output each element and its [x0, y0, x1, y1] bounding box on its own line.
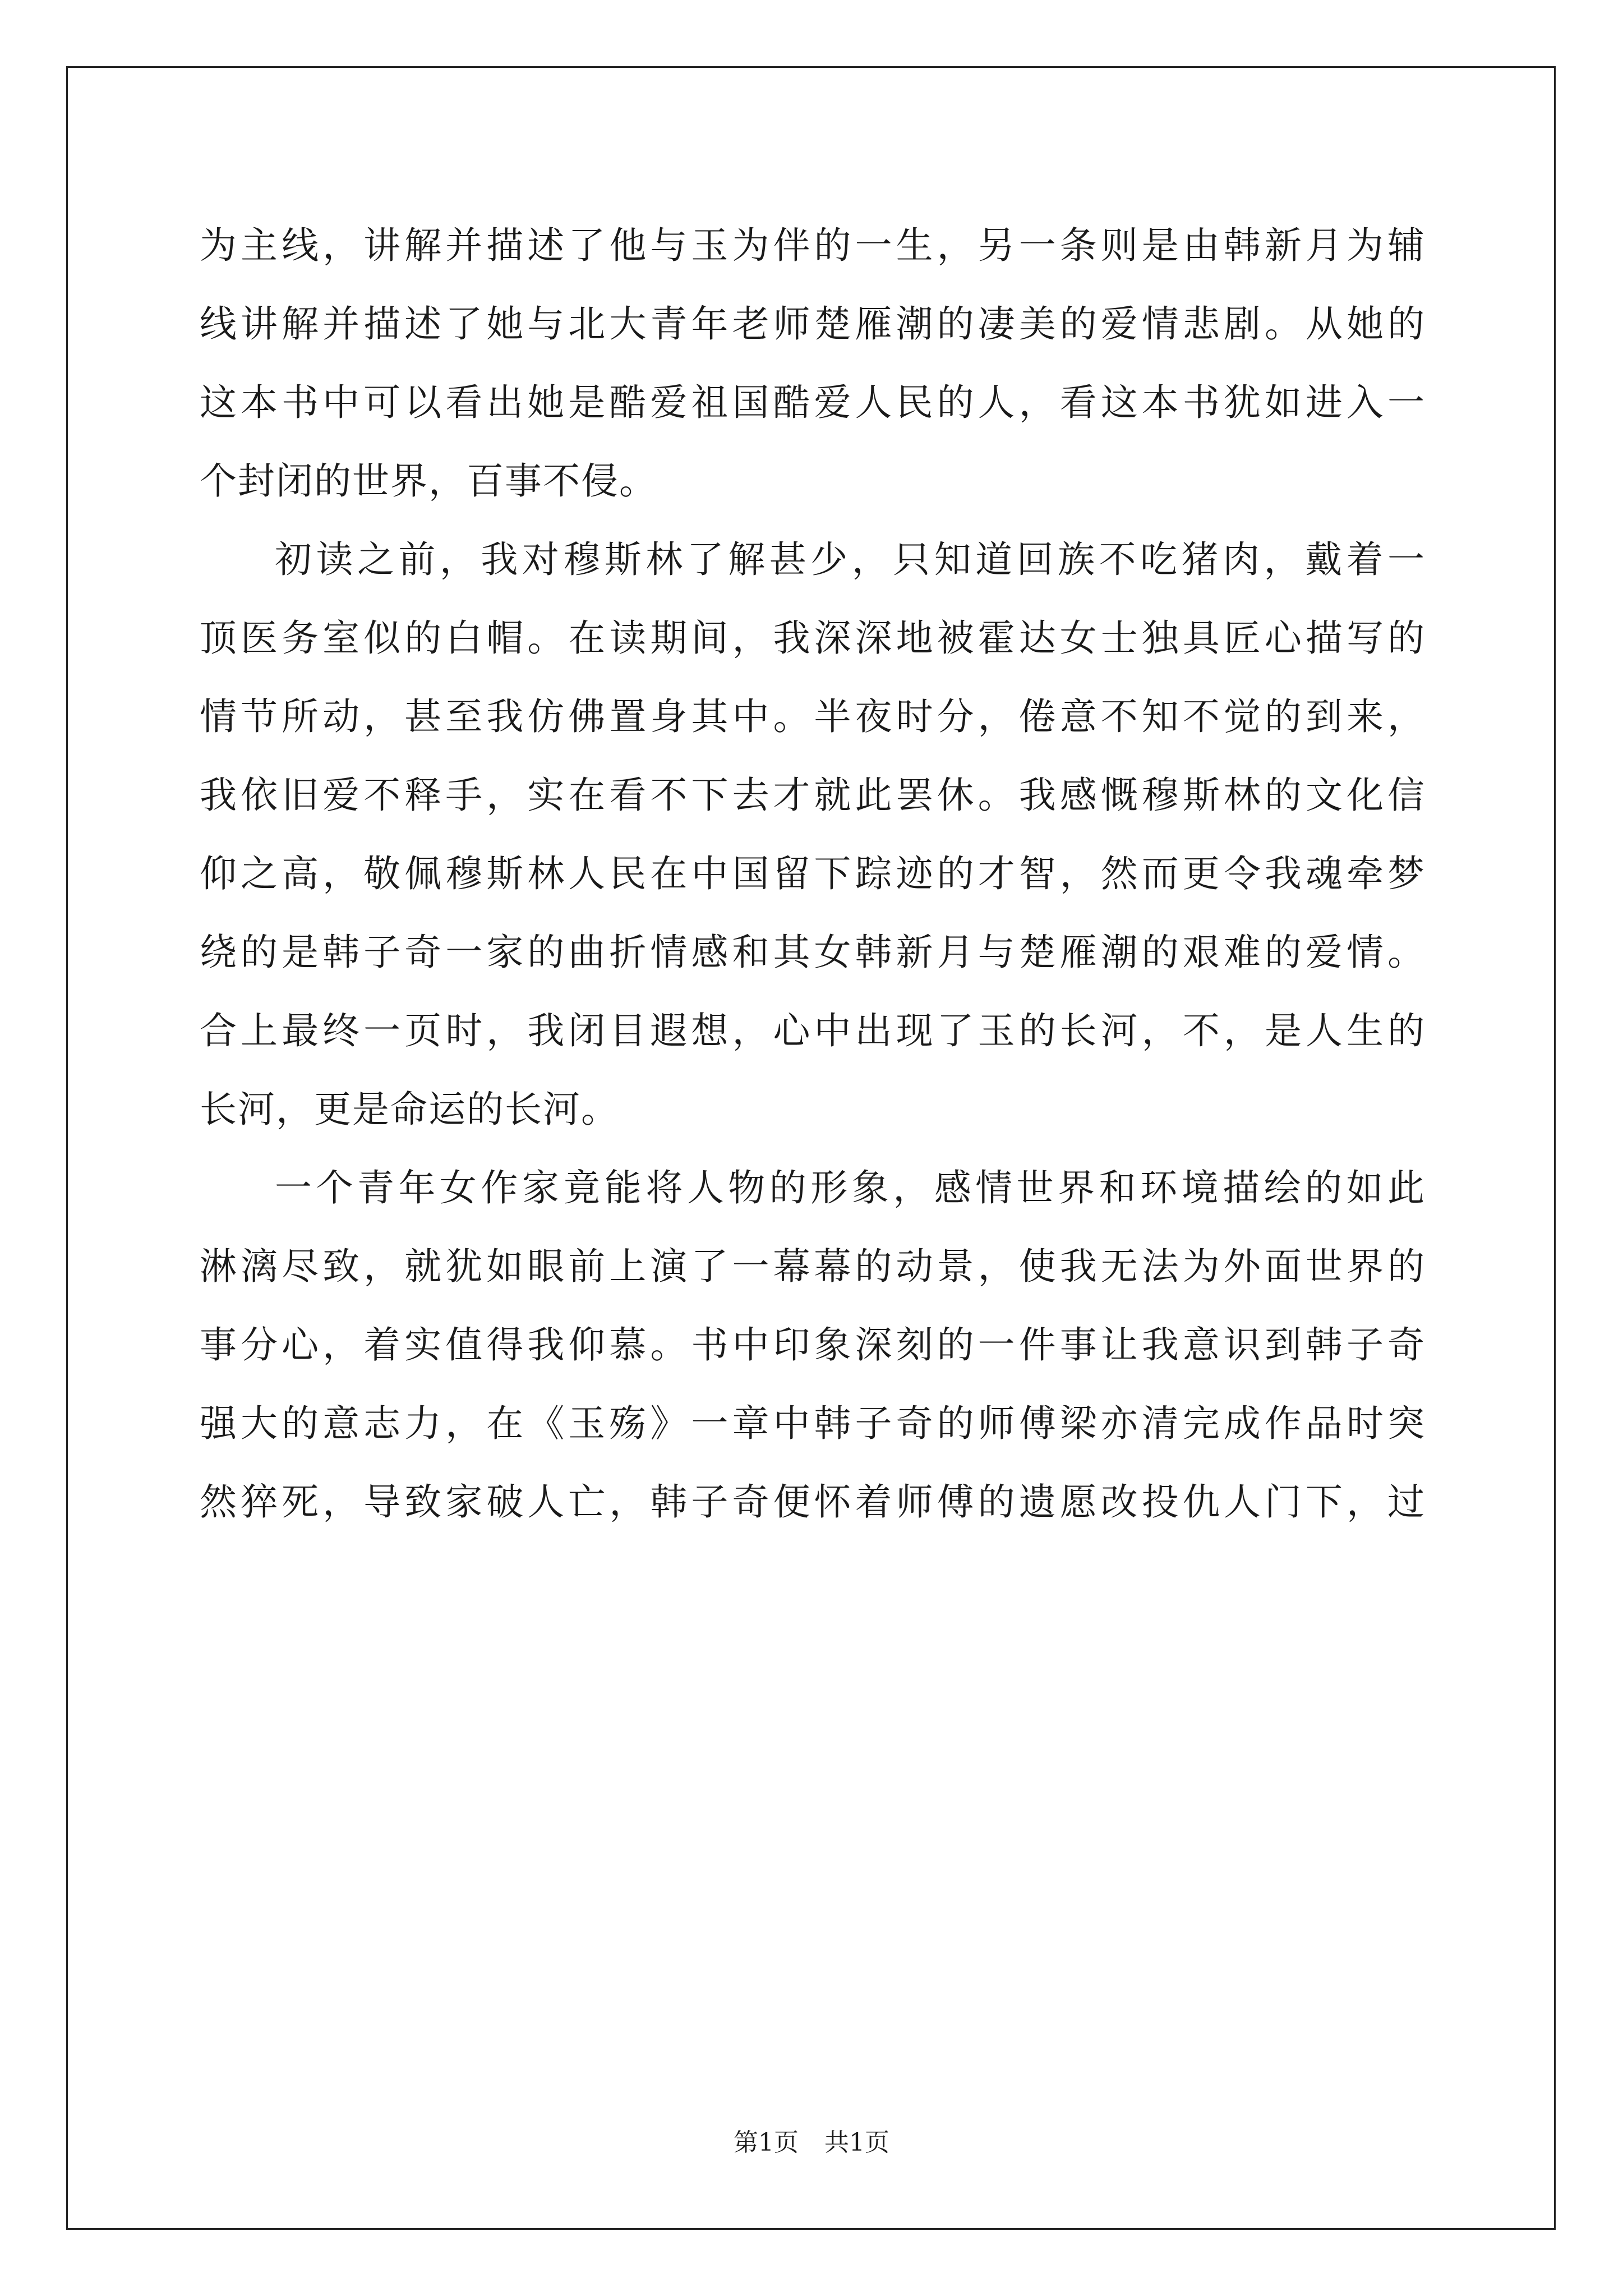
text-line: 强大的意志力，在《玉殇》一章中韩子奇的师傅梁亦清完成作品时突	[200, 1402, 1426, 1445]
text-line: 合上最终一页时，我闭目遐想，心中出现了玉的长河，不，是人生的	[200, 1009, 1426, 1052]
page-number-current: 第1页	[734, 2128, 799, 2157]
text-line: 这本书中可以看出她是酷爱祖国酷爱人民的人，看这本书犹如进入一	[200, 381, 1426, 424]
paragraph-first-line: 初读之前，我对穆斯林了解甚少，只知道回族不吃猪肉，戴着一	[275, 538, 1426, 581]
text-line: 顶医务室似的白帽。在读期间，我深深地被霍达女士独具匠心描写的	[200, 616, 1426, 660]
document-body	[200, 211, 1426, 1546]
text-line: 仰之高，敬佩穆斯林人民在中国留下踪迹的才智，然而更令我魂牵梦	[200, 852, 1426, 895]
text-line: 长河，更是命运的长河。	[200, 1088, 619, 1131]
text-line: 我依旧爱不释手，实在看不下去才就此罢休。我感慨穆斯林的文化信	[200, 774, 1426, 817]
text-line: 情节所动，甚至我仿佛置身其中。半夜时分，倦意不知不觉的到来，	[200, 695, 1426, 738]
paragraph-first-line: 一个青年女作家竟能将人物的形象，感情世界和环境描绘的如此	[275, 1166, 1426, 1209]
text-line: 然猝死，导致家破人亡，韩子奇便怀着师傅的遗愿改投仇人门下，过	[200, 1480, 1426, 1524]
text-line: 绕的是韩子奇一家的曲折情感和其女韩新月与楚雁潮的艰难的爱情。	[200, 931, 1426, 974]
text-line: 事分心，着实值得我仰慕。书中印象深刻的一件事让我意识到韩子奇	[200, 1323, 1426, 1366]
text-line: 线讲解并描述了她与北大青年老师楚雁潮的凄美的爱情悲剧。从她的	[200, 302, 1426, 346]
page-footer	[0, 2122, 1623, 2158]
text-line: 个封闭的世界，百事不侵。	[200, 459, 657, 503]
text-line: 为主线，讲解并描述了他与玉为伴的一生，另一条则是由韩新月为辅	[200, 224, 1426, 267]
page-number-total: 共1页	[824, 2128, 889, 2157]
text-line: 淋漓尽致，就犹如眼前上演了一幕幕的动景，使我无法为外面世界的	[200, 1245, 1426, 1288]
